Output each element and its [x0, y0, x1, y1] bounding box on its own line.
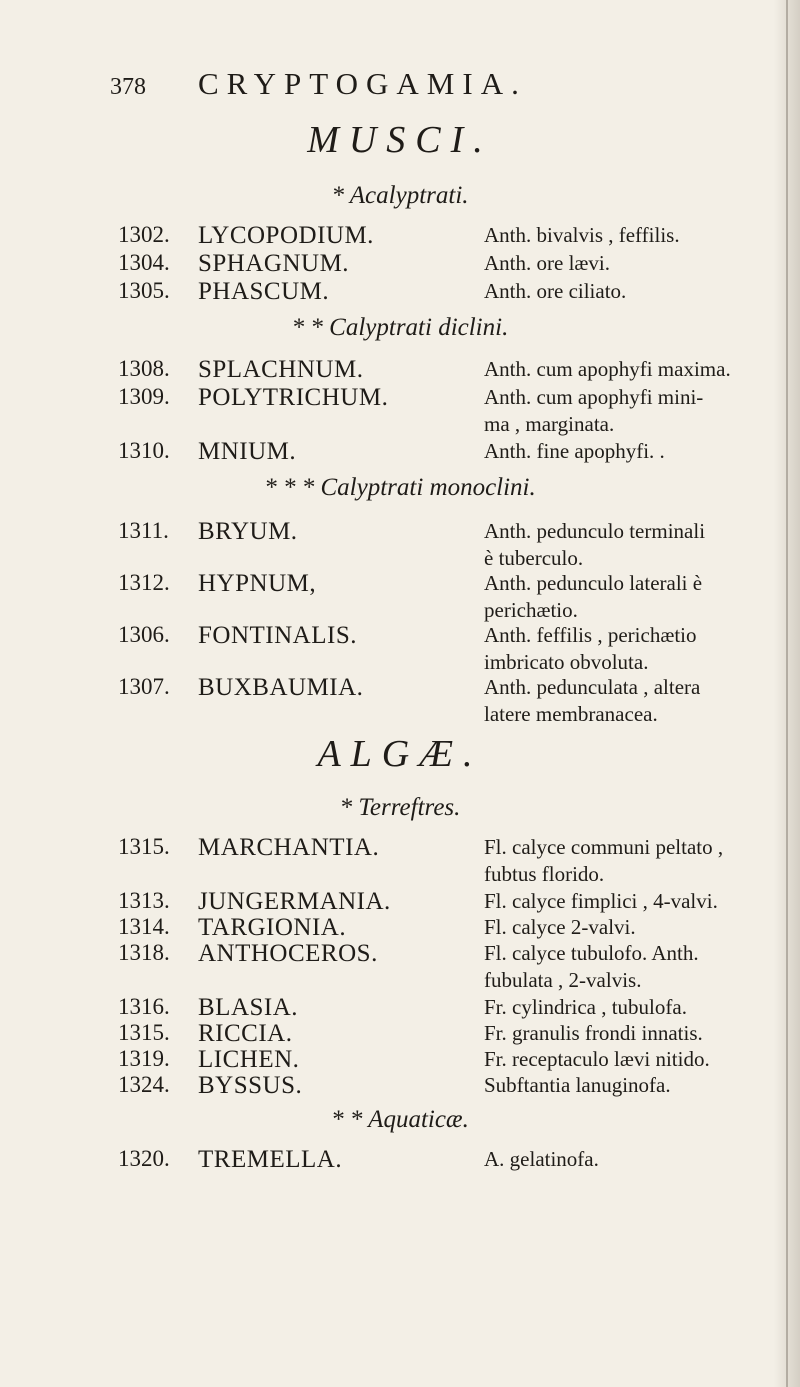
entry-genus: ANTHOCEROS.: [198, 940, 378, 967]
entry-genus: POLYTRICHUM.: [198, 384, 389, 411]
entry-number: 1313.: [118, 888, 170, 913]
entry-genus: LICHEN.: [198, 1046, 300, 1073]
entry-description: Anth. cum apophyfi mini- ma , marginata.: [484, 385, 704, 436]
entry-description: A. gelatinofa.: [484, 1147, 599, 1171]
entry-number: 1307.: [118, 674, 170, 699]
group-heading-acalyptrati: * Acalyptrati.: [331, 182, 469, 209]
entry-number: 1319.: [118, 1046, 170, 1071]
entry-description: Fl. calyce tubulofo. Anth. fubulata , 2-valvis.: [484, 941, 699, 992]
entry-description: Anth. cum apophyfi maxima.: [484, 357, 731, 381]
entry-genus: HYPNUM,: [198, 570, 317, 597]
entry-genus: MNIUM.: [198, 438, 297, 465]
entry-number: 1314.: [118, 914, 170, 939]
group-heading-aquaticae: * * Aquaticæ.: [331, 1106, 469, 1133]
entry-number: 1305.: [118, 278, 170, 303]
entry-description: Anth. pedunculata , altera latere membranacea.: [484, 675, 701, 726]
entry-description: Fr. receptaculo lævi nitido.: [484, 1047, 710, 1071]
entry-genus: PHASCUM.: [198, 278, 330, 305]
entry-genus: FONTINALIS.: [198, 622, 357, 649]
running-title: CRYPTOGAMIA.: [198, 66, 527, 101]
entry-number: 1316.: [118, 994, 170, 1019]
entry-number: 1312.: [118, 570, 170, 595]
entry-number: 1318.: [118, 940, 170, 965]
entry-genus: MARCHANTIA.: [198, 834, 380, 861]
entry-number: 1304.: [118, 250, 170, 275]
entry-number: 1302.: [118, 222, 170, 247]
page-header: [110, 66, 740, 106]
entry-number: 1324.: [118, 1072, 170, 1097]
entry-number: 1310.: [118, 438, 170, 463]
entry-description: Anth. pedunculo terminali è tuberculo.: [484, 519, 706, 570]
entry-description: Anth. fine apophyfi. .: [484, 439, 665, 463]
entry-genus: SPHAGNUM.: [198, 250, 350, 277]
entry-description: Anth. ore lævi.: [484, 251, 610, 275]
entry-genus: SPLACHNUM.: [198, 356, 364, 383]
entry-description: Fl. calyce 2-valvi.: [484, 915, 636, 939]
entry-genus: TARGIONIA.: [198, 914, 347, 941]
entry-number: 1306.: [118, 622, 170, 647]
entry-description: Anth. feffilis , perichætio imbricato obvoluta.: [484, 623, 697, 674]
entry-genus: RICCIA.: [198, 1020, 293, 1047]
entry-genus: BUXBAUMIA.: [198, 674, 364, 701]
entry-number: 1315.: [118, 1020, 170, 1045]
entry-description: Fl. calyce communi peltato , fubtus florido.: [484, 835, 724, 886]
entry-genus: BYSSUS.: [198, 1072, 303, 1099]
entry-description: Fl. calyce fimplici , 4-valvi.: [484, 889, 718, 913]
group-heading-calyptrati-diclini: * * Calyptrati diclini.: [291, 314, 509, 341]
entry-number: 1320.: [118, 1146, 170, 1171]
entry-number: 1309.: [118, 384, 170, 409]
entry-genus: LYCOPODIUM.: [198, 222, 374, 249]
page-number: 378: [110, 74, 146, 100]
entry-genus: JUNGERMANIA.: [198, 888, 391, 915]
entry-description: Fr. granulis frondi innatis.: [484, 1021, 703, 1045]
entry-description: Subftantia lanuginofa.: [484, 1073, 671, 1097]
entry-description: Fr. cylindrica , tubulofa.: [484, 995, 687, 1019]
entry-description: Anth. bivalvis , feffilis.: [484, 223, 680, 247]
section-title-algae: ALGÆ.: [317, 733, 483, 775]
group-heading-terrestres: * Terreftres.: [339, 794, 461, 821]
entry-description: Anth. pedunculo laterali è perichætio.: [484, 571, 703, 622]
entry-genus: BLASIA.: [198, 994, 299, 1021]
entry-genus: TREMELLA.: [198, 1146, 343, 1173]
entry-number: 1315.: [118, 834, 170, 859]
section-title-musci: MUSCI.: [307, 119, 493, 161]
entry-number: 1311.: [118, 518, 169, 543]
entry-genus: BRYUM.: [198, 518, 298, 545]
entry-description: Anth. ore ciliato.: [484, 279, 627, 303]
group-heading-calyptrati-monoclini: * * * Calyptrati monoclini.: [264, 474, 536, 501]
entry-number: 1308.: [118, 356, 170, 381]
